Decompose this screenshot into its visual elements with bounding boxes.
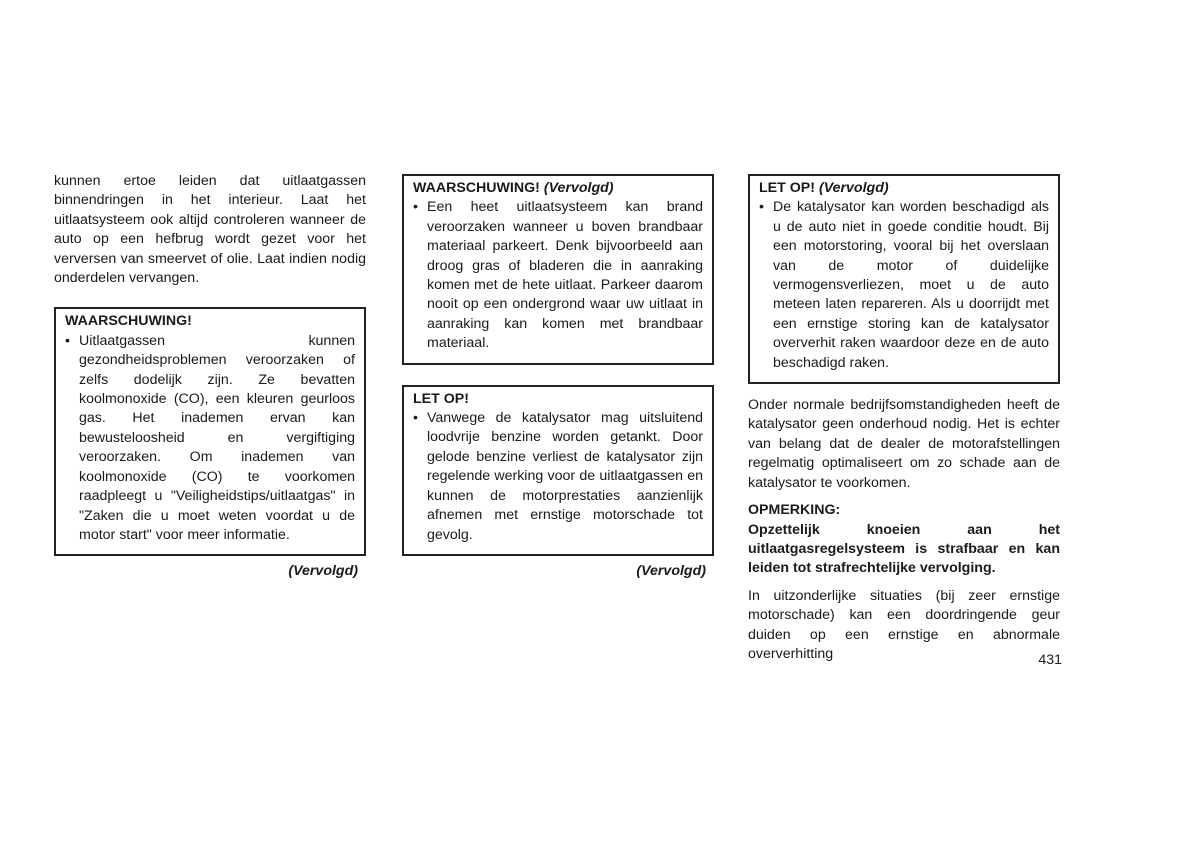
- caution-bullet-text: De katalysator kan worden beschadigd als u de auto niet in goede conditie houdt. Bij een motorstoring, vooral bij het overslaan van de motor of duidelijke vermogensverliezen, moet u de auto meteen laten repareren. Als u doorrijdt met een ernstige storing kan de katalysator oververhit raken waardoor deze en de auto beschadigd raken.: [773, 199, 1049, 371]
- caution-title: LET OP!: [413, 390, 469, 407]
- note-title: OPMERKING:: [748, 502, 841, 519]
- column-middle: [402, 174, 714, 581]
- column-right: [748, 174, 1060, 664]
- maintenance-paragraph: Onder normale bedrijfsomstandigheden heeft de katalysator geen onderhoud nodig. Het is echter van belang dat de dealer de motorafstellingen regelmatig optimaliseert om zo schade aan de katalysator te voorkomen.: [748, 397, 1060, 491]
- intro-paragraph: kunnen ertoe leiden dat uitlaatgassen binnendringen in het interieur. Laat het uitlaatsysteem ook altijd controleren wanneer de auto op een hefbrug wordt gezet voor het verversen van smeervet of olie. Laat indien nodig onderdelen vervangen.: [54, 173, 366, 287]
- caution-bullet: [759, 198, 1049, 373]
- warning-box-continued: [402, 174, 714, 365]
- caution-box-continued: [748, 174, 1060, 384]
- warning-title: [413, 179, 703, 198]
- warning-title: WAARSCHUWING!: [65, 313, 192, 330]
- continued-label: (Vervolgd): [288, 563, 358, 580]
- continued-label: (Vervolgd): [636, 562, 706, 579]
- caution-title-text: LET OP!: [759, 180, 815, 196]
- caution-bullet-text: Vanwege de katalysator mag uitsluitend loodvrije benzine worden getankt. Door gelode benzine verliest de katalysator zijn regelende werking voor de uitlaatgassen en kunnen de motorprestaties aanzienlijk afnemen met ernstige motorschade tot gevolg.: [427, 410, 703, 543]
- page-number: 431: [1038, 652, 1062, 668]
- bullet-icon: •: [65, 332, 70, 349]
- bullet-icon: •: [759, 199, 764, 216]
- warning-box: [54, 307, 366, 556]
- warning-bullet-text: Een heet uitlaatsysteem kan brand veroorzaken wanneer u boven brandbaar materiaal parkeert. Denk bijvoorbeeld aan droog gras of bladeren die in aanraking komen met de hete uitlaat. Parkeer daarom nooit op een ondergrond waar uw uitlaat in aanraking kan komen met brandbaar materiaal.: [427, 199, 703, 352]
- warning-bullet-text: Uitlaatgassen kunnen gezondheidsproblemen veroorzaken of zelfs dodelijk zijn. Ze bevatten koolmonoxide (CO), een kleuren geurloos gas. Het inademen ervan kan bewusteloosheid en vergiftiging veroorzaken. Om inademen van koolmonoxide (CO) te voorkomen raadpleegt u "Veiligheidstips/uitlaatgas" in "Zaken die u moet weten voordat u de motor start" voor meer informatie.: [79, 332, 355, 543]
- warning-bullet: [413, 198, 703, 353]
- warning-subtitle: (Vervolgd): [543, 180, 614, 196]
- column-left: [54, 172, 366, 582]
- caution-subtitle: (Vervolgd): [818, 180, 889, 196]
- bullet-icon: •: [413, 410, 418, 427]
- bullet-icon: •: [413, 199, 418, 216]
- caution-bullet: [413, 409, 703, 545]
- caution-title: [759, 179, 1049, 198]
- note-body: Opzettelijk knoeien aan het uitlaatgasregelsysteem is strafbaar en kan leiden tot strafrechtelijke vervolging.: [748, 521, 1060, 577]
- warning-title-text: WAARSCHUWING!: [413, 180, 540, 196]
- warning-bullet: [65, 332, 355, 545]
- odor-paragraph: In uitzonderlijke situaties (bij zeer ernstige motorschade) kan een doordringende geur duiden op een ernstige en abnormale oververhitting: [748, 587, 1060, 662]
- caution-box: [402, 385, 714, 556]
